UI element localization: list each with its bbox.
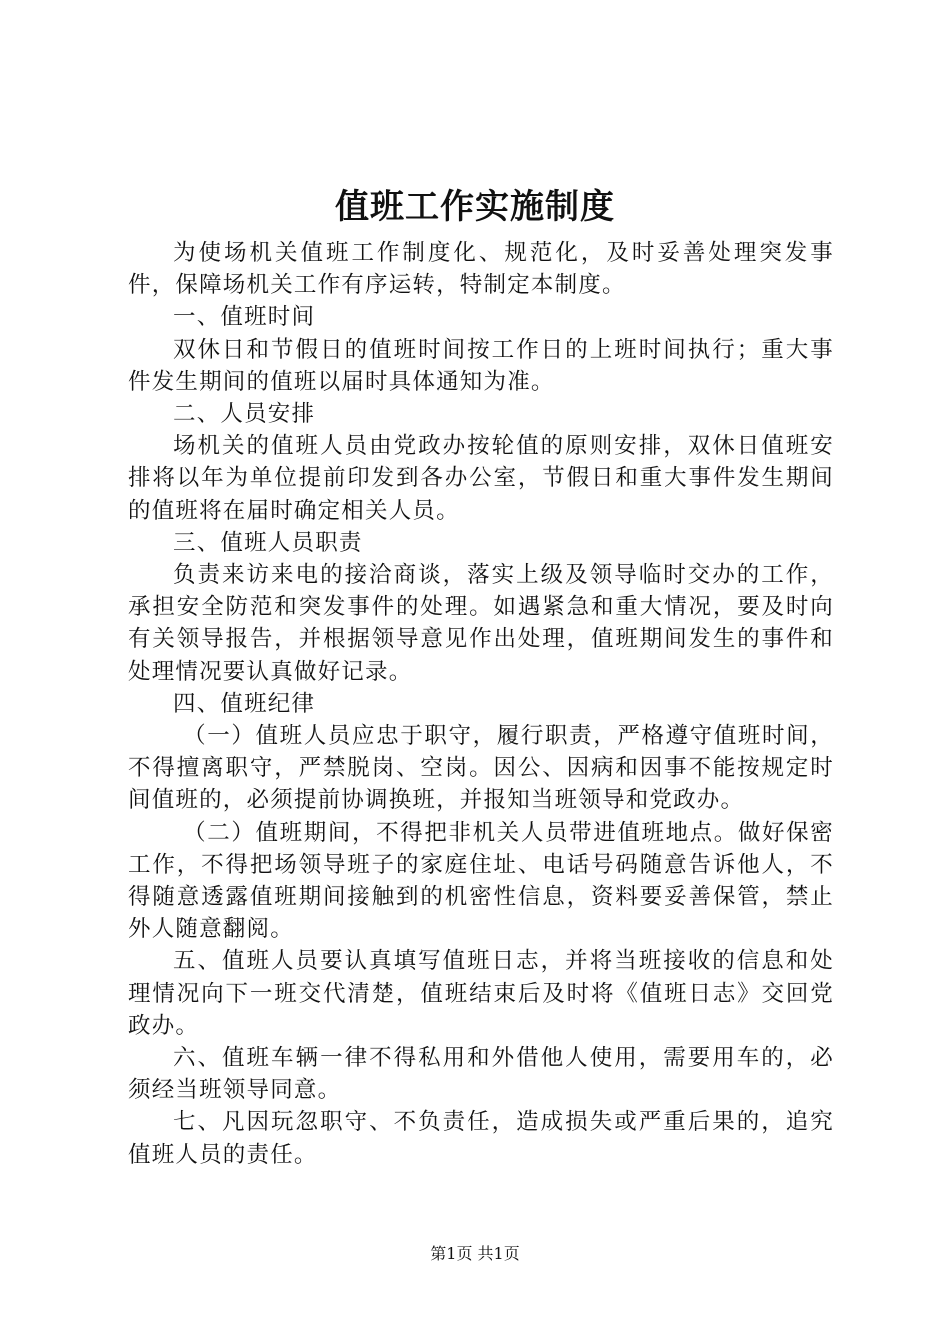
document-body: [128, 237, 834, 1171]
page-footer: 第1页 共1页: [430, 1244, 520, 1263]
responsibilities-paragraph: 负责来访来电的接洽商谈，落实上级及领导临时交办的工作，承担安全防范和突发事件的处理。如遇紧急和重大情况，要及时向有关领导报告，并根据领导意见作出处理，值班期间发生的事件和处理情况要认真做好记录。: [128, 562, 834, 685]
duty-time-paragraph: 双休日和节假日的值班时间按工作日的上班时间执行；重大事件发生期间的值班以届时具体通知为准。: [128, 336, 834, 395]
section-heading-staffing: 二、人员安排: [173, 401, 316, 428]
section-6-paragraph: 六、值班车辆一律不得私用和外借他人使用，需要用车的，必须经当班领导同意。: [128, 1045, 834, 1104]
section-5-paragraph: 五、值班人员要认真填写值班日志，并将当班接收的信息和处理情况向下一班交代清楚，值班结束后及时将《值班日志》交回党政办。: [128, 948, 834, 1039]
section-heading-responsibilities: 三、值班人员职责: [173, 529, 363, 556]
intro-paragraph: 为使场机关值班工作制度化、规范化，及时妥善处理突发事件，保障场机关工作有序运转，特制定本制度。: [128, 240, 834, 299]
section-heading-duty-time: 一、值班时间: [173, 304, 316, 331]
discipline-item-2: （二）值班期间，不得把非机关人员带进值班地点。做好保密工作，不得把场领导班子的家庭住址、电话号码随意告诉他人，不得随意透露值班期间接触到的机密性信息，资料要妥善保管，禁止外人随意翻阅。: [128, 819, 834, 943]
section-heading-discipline: 四、值班纪律: [173, 690, 316, 717]
staffing-paragraph: 场机关的值班人员由党政办按轮值的原则安排，双休日值班安排将以年为单位提前印发到各办公室，节假日和重大事件发生期间的值班将在届时确定相关人员。: [128, 433, 834, 524]
discipline-item-1: （一）值班人员应忠于职守，履行职责，严格遵守值班时间，不得擅离职守，严禁脱岗、空岗。因公、因病和因事不能按规定时间值班的，必须提前协调换班，并报知当班领导和党政办。: [128, 723, 834, 814]
section-7-paragraph: 七、凡因玩忽职守、不负责任，造成损失或严重后果的，追究值班人员的责任。: [128, 1109, 834, 1168]
document-title: 值班工作实施制度: [335, 187, 615, 227]
